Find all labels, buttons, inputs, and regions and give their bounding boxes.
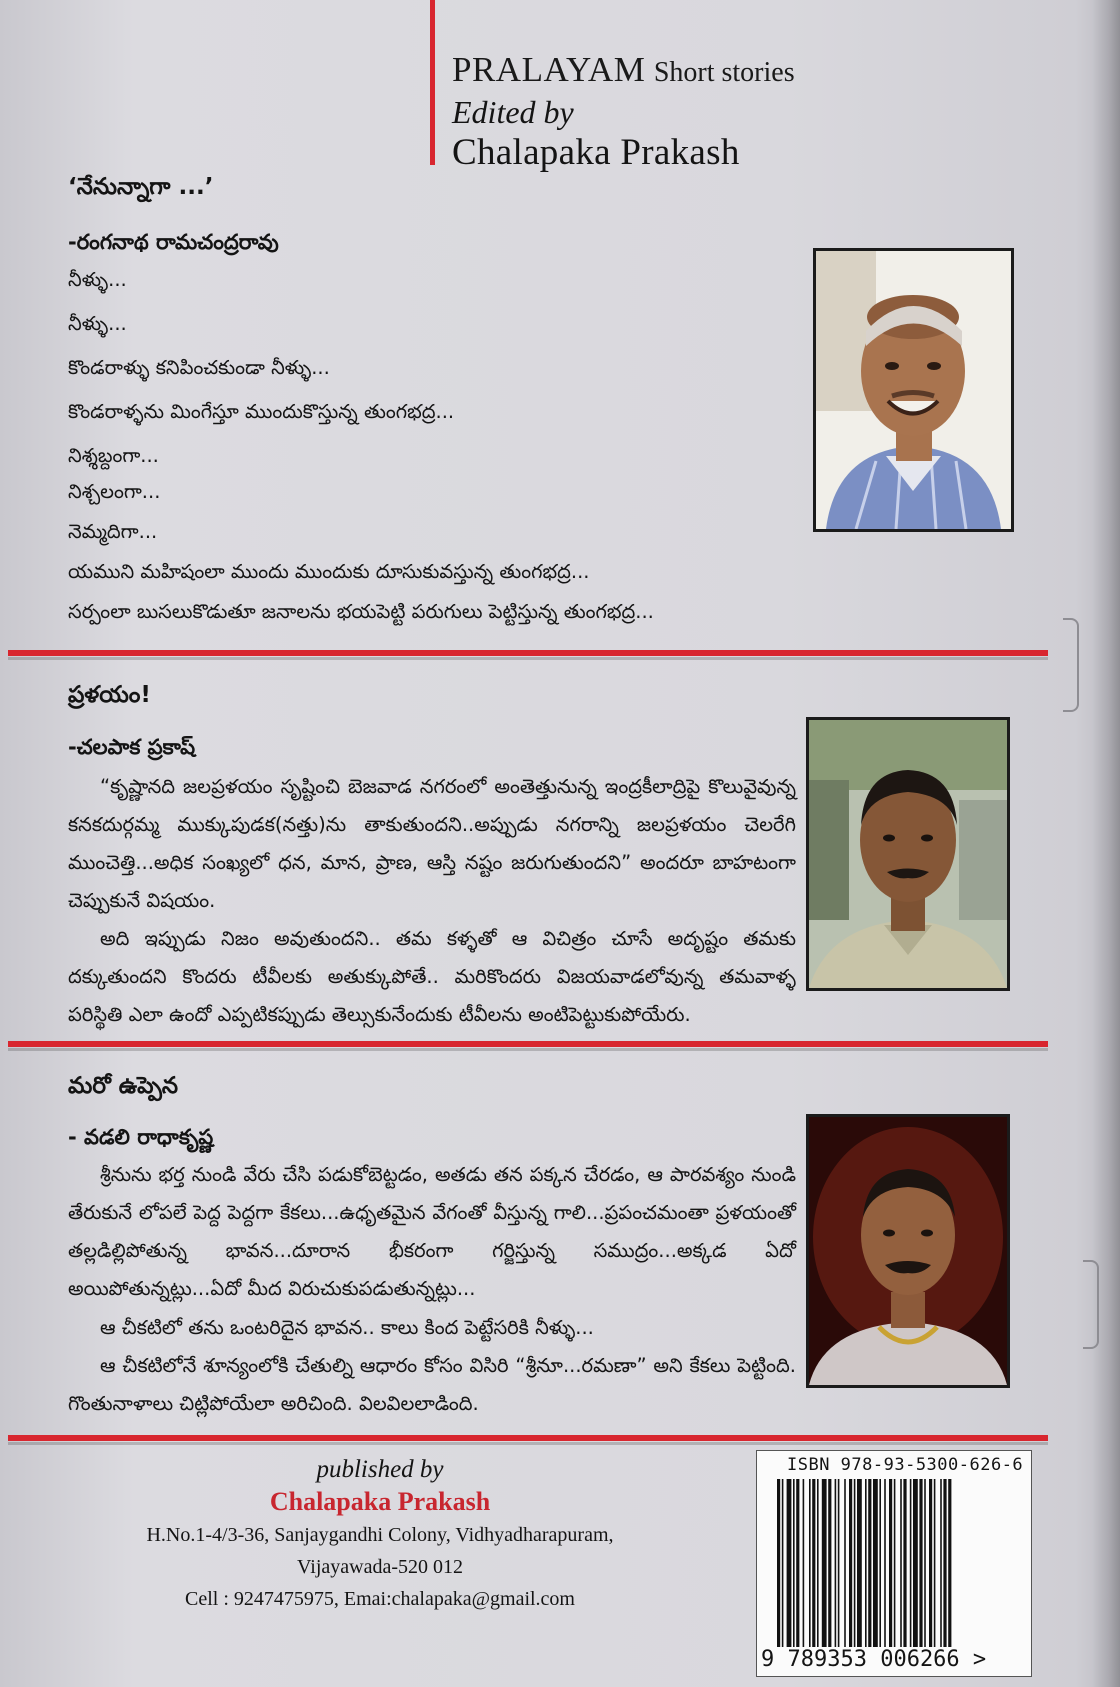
story-title-3: మరో ఉప్పెన <box>68 1073 178 1099</box>
barcode-bar <box>943 1479 946 1647</box>
section-divider <box>8 1435 1048 1441</box>
portrait-graphic <box>816 251 1011 529</box>
book-subtitle: Short stories <box>653 57 795 88</box>
story-title-2: ప్రళయం! <box>68 682 151 708</box>
edited-by-label: Edited by <box>452 94 574 130</box>
barcode-bar <box>903 1479 906 1647</box>
isbn-label: ISBN 978-93-5300-626-6 <box>787 1455 1024 1475</box>
publisher-name: Chalapaka Prakash <box>269 1487 491 1516</box>
contact-line: Cell : 9247475975, Emai:chalapaka@gmail.com <box>185 1588 575 1610</box>
address-line: H.No.1-4/3-36, Sanjaygandhi Colony, Vidhyadharapuram, <box>146 1524 614 1546</box>
barcode-bar <box>929 1479 932 1647</box>
barcode-bar <box>787 1479 792 1647</box>
barcode-bar <box>838 1479 840 1647</box>
poem-line: కొండరాళ్ళు కనిపించకుండా నీళ్ళు... <box>68 356 330 379</box>
poem-line: నిశ్శబ్దంగా... <box>68 444 159 467</box>
section-divider <box>8 650 1048 656</box>
divider-shadow <box>8 1442 1048 1445</box>
barcode-bar <box>934 1479 936 1647</box>
barcode-bar <box>913 1479 918 1647</box>
story-paragraph: ఆ చీకటిలో తను ఒంటరిదైన భావన.. కాలు కింద పెట్టేసరికి నీళ్ళు... <box>100 1316 594 1339</box>
publisher-info <box>30 1455 730 1615</box>
poem-line: యముని మహిషంలా ముందు ముందుకు దూసుకువస్తున్న తుంగభద్ర... <box>68 560 590 583</box>
barcode-bar <box>873 1479 878 1647</box>
barcode-bar <box>796 1479 799 1647</box>
divider-shadow <box>8 1048 1048 1051</box>
barcode-bar <box>919 1479 922 1647</box>
barcode-bar <box>868 1479 871 1647</box>
staple <box>1063 618 1079 712</box>
barcode-bar <box>865 1479 867 1647</box>
barcode-bar <box>812 1479 815 1647</box>
book-title: PRALAYAM <box>452 50 646 89</box>
barcode-bar <box>777 1479 780 1647</box>
barcode-bar <box>894 1479 896 1647</box>
barcode-bar <box>879 1479 881 1647</box>
poem-line: నీళ్ళు... <box>68 312 127 335</box>
story-author-3: - వడలి రాధాకృష్ణ <box>68 1125 214 1149</box>
barcode-bar <box>948 1479 951 1647</box>
story-author-2: -చలపాక ప్రకాష్ <box>68 735 196 759</box>
story-title-1: ‘నేనున్నాగా ...’ <box>68 174 214 200</box>
author-photo-2 <box>806 717 1010 991</box>
address-line: Vijayawada-520 012 <box>297 1556 463 1578</box>
author-photo-1 <box>813 248 1014 532</box>
barcode-bar <box>809 1479 811 1647</box>
barcode-bar <box>889 1479 892 1647</box>
editor-name: Chalapaka Prakash <box>452 132 740 173</box>
staple <box>1083 1260 1099 1349</box>
barcode-bar <box>900 1479 902 1647</box>
barcode-bar <box>803 1479 805 1647</box>
poem-line: కొండరాళ్ళను మింగేస్తూ ముందుకొస్తున్న తుంగభద్ర... <box>68 400 455 423</box>
story-paragraph: “కృష్ణానది జలప్రళయం సృష్టించి బెజవాడ నగరంలో అంతెత్తునున్న ఇంద్రకీలాద్రిపై కొలువైవున్న కనకదుర్గమ్మ ముక్కుపుడక(నత్తు)ను తాకుతుందని..అప్పుడు నగరాన్ని జలప్రళయం చెలరేగి ముంచెత్తి...అధిక సంఖ్యలో ధన, మాన, ప్రాణ, ఆస్తి నష్టం జరుగుతుందని” అందరూ బాహటంగా చెప్పుకునే విషయం. <box>68 775 796 912</box>
author-photo-3 <box>806 1114 1010 1388</box>
barcode-bar <box>817 1479 819 1647</box>
story-paragraph: ఆ చీకటిలోనే శూన్యంలోకి చేతుల్ని ఆధారం కోసం విసిరి “శ్రీనూ...రమణా” అని కేకలు పెట్టింది. గొంతునాళాలు చిట్లిపోయేలా అరిచింది. విలవిలలాడింది. <box>68 1354 796 1415</box>
poem-line: నిశ్చలంగా... <box>68 480 161 503</box>
barcode-bar <box>910 1479 912 1647</box>
isbn-digits: 9 789353 006266 > <box>761 1647 987 1672</box>
barcode-bar <box>828 1479 831 1647</box>
barcode-bar <box>844 1479 846 1647</box>
barcode-bar <box>782 1479 784 1647</box>
isbn-barcode <box>756 1450 1032 1677</box>
barcode-bar <box>924 1479 926 1647</box>
portrait-graphic <box>809 720 1007 988</box>
barcode-bar <box>822 1479 827 1647</box>
barcode-bars <box>777 1479 1011 1647</box>
barcode-bar <box>793 1479 795 1647</box>
poem-line: సర్పంలా బుసలుకొడుతూ జనాలను భయపెట్టి పరుగులు పెట్టిస్తున్న తుంగభద్ర... <box>68 600 654 623</box>
published-by-label: published by <box>316 1456 444 1483</box>
story-paragraph: శ్రీనును భర్త నుండి వేరు చేసి పడుకోబెట్టడం, అతడు తన పక్కన చేరడం, ఆ పారవశ్యం నుండి తేరుకునే లోపలే పెద్ద పెద్దగా కేకలు...ఉధృతమైన వేగంతో వీస్తున్న గాలి...ప్రపంచమంతా ప్రళయంతో తల్లడిల్లిపోతున్న భావన...దూరాన భీకరంగా గర్జిస్తున్న సముద్రం...అక్కడ ఏదో అయిపోతున్నట్లు...ఏదో మీద విరుచుకుపడుతున్నట్లు... <box>68 1163 796 1300</box>
spine-shadow <box>1092 0 1120 1687</box>
story-paragraph: అది ఇప్పుడు నిజం అవుతుందని.. తమ కళ్ళతో ఆ విచిత్రం చూసే అదృష్టం తమకు దక్కుతుందని కొందరు టీవీలకు అతుక్కుపోతే.. మరికొందరు విజయవాడలోవున్న తమవాళ్ళ పరిస్థితి ఎలా ఉందో ఎప్పటికప్పుడు తెల్సుకునేందుకు టీవీలను అంటిపెట్టుకుపోయేరు. <box>68 927 796 1026</box>
barcode-bar <box>849 1479 852 1647</box>
section-divider <box>8 1041 1048 1047</box>
barcode-bar <box>854 1479 856 1647</box>
story-author-1: -రంగనాథ రామచంద్రరావు <box>68 230 279 254</box>
barcode-bar <box>857 1479 862 1647</box>
barcode-bar <box>884 1479 886 1647</box>
portrait-graphic <box>809 1117 1007 1385</box>
barcode-bar <box>940 1479 942 1647</box>
poem-line: నెమ్మదిగా... <box>68 520 158 543</box>
barcode-bar <box>835 1479 837 1647</box>
poem-line: నీళ్ళు... <box>68 268 127 291</box>
book-header <box>452 50 795 175</box>
header-accent-line <box>430 0 435 165</box>
divider-shadow <box>8 657 1048 660</box>
